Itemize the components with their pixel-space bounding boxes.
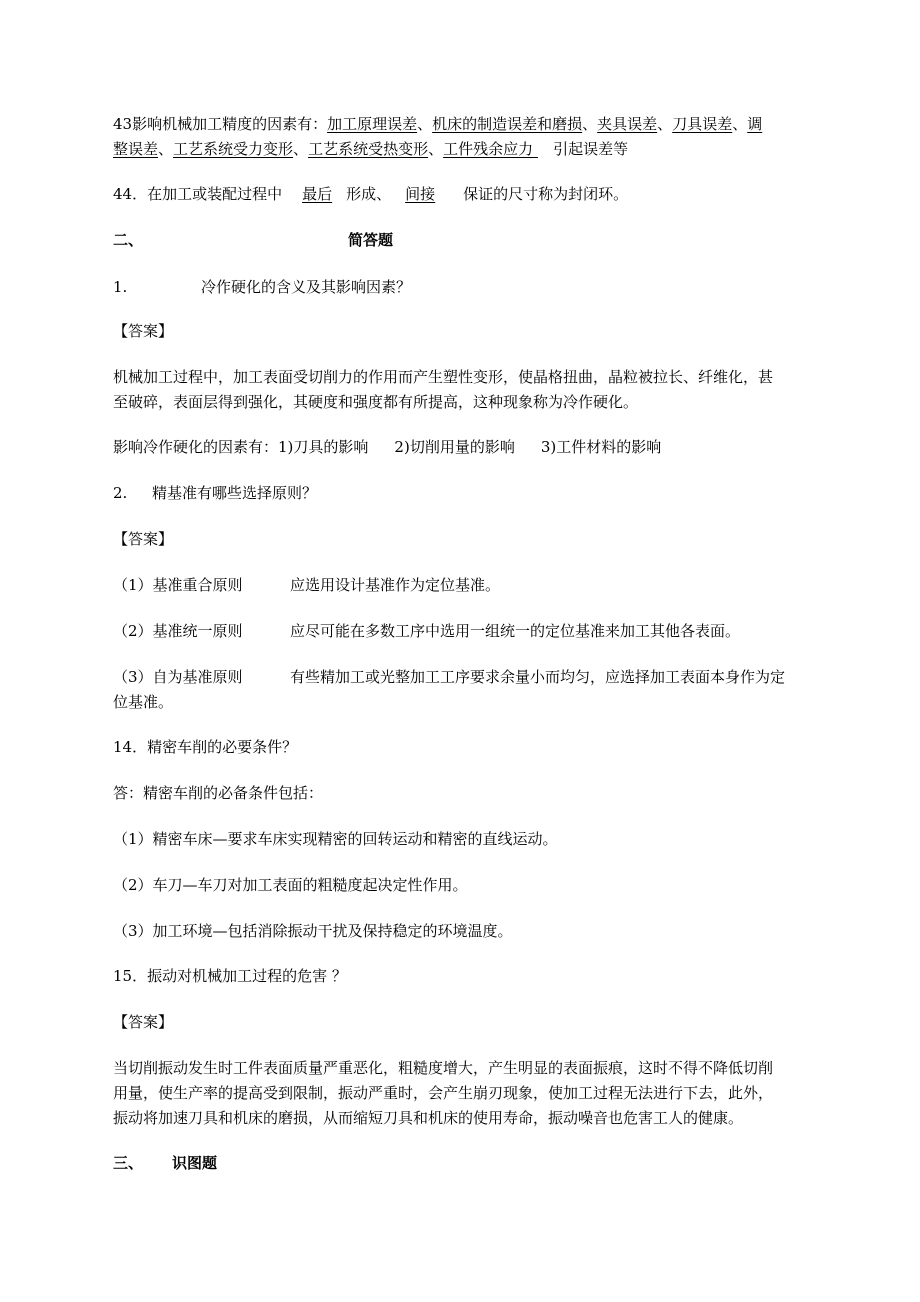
qa1-factor-3: 3)工件材料的影响 [540, 438, 662, 456]
qa14-answer-intro: 答：精密车削的必备条件包括： [113, 784, 324, 802]
q43-factor-1: 加工原理误差 [327, 115, 418, 133]
qa1-question: 冷作硬化的含义及其影响因素？ [201, 278, 412, 296]
qa14-question: 14．精密车削的必要条件？ [113, 738, 298, 756]
qa1-factors-prefix: 影响冷作硬化的因素有： [113, 438, 279, 456]
q43-factor-3: 夹具误差 [597, 115, 658, 133]
q43-prefix: 43影响机械加工精度的因素有： [113, 115, 328, 133]
qa1-answer-label: 【答案】 [113, 322, 174, 340]
qa2-number: 2. [113, 484, 128, 502]
qa1-answer-line-1: 机械加工过程中，加工表面受切削力的作用而产生塑性变形，使晶格扭曲，晶粒被拉长、纤维化，甚 [113, 368, 774, 386]
qa15-answer-line-2: 用量，使生产率的提高受到限制，振动严重时，会产生崩刃现象，使加工过程无法进行下去，此外， [113, 1084, 774, 1102]
qa2-item-1-label: （1）基准重合原则 [113, 576, 243, 594]
qa2-item-2-label: （2）基准统一原则 [113, 622, 243, 640]
qa2-item-3-label: （3）自为基准原则 [113, 668, 243, 686]
q44-line [113, 184, 628, 204]
section-2-title: 简答题 [348, 231, 394, 249]
q43-suffix: 引起误差等 [553, 140, 629, 158]
qa15-answer-label: 【答案】 [113, 1013, 174, 1031]
qa14-item-1: （1）精密车床—要求车床实现精密的回转运动和精密的直线运动。 [113, 830, 558, 848]
q44-mid: 形成、 [346, 185, 392, 203]
section-2-heading [113, 230, 143, 250]
q43-factor-8: 工件残余应力 [443, 140, 534, 158]
q43-factor-5-start: 调 [747, 115, 763, 133]
qa2-item-2-text: 应尽可能在多数工序中选用一组统一的定位基准来加工其他各表面。 [290, 622, 741, 640]
q43-factor-7: 工艺系统受热变形 [308, 140, 429, 158]
q44-blank-2: 间接 [405, 185, 436, 203]
qa15-answer-line-1: 当切削振动发生时工件表面质量严重恶化，粗糙度增大，产生明显的表面振痕，这时不得不降低切削 [113, 1059, 774, 1077]
q44-prefix: 44．在加工或装配过程中 [113, 185, 283, 203]
q43-line-2: 整误差、工艺系统受力变形、工艺系统受热变形、工件残余应力 引起误差等 [113, 140, 629, 158]
qa2-item-3-text: 有些精加工或光整加工工序要求余量小而均匀，应选择加工表面本身作为定 [290, 668, 786, 686]
section-3-number: 三、 [113, 1154, 144, 1172]
qa1-number: 1. [113, 278, 128, 296]
qa15-question: 15．振动对机械加工过程的危害 ？ [113, 967, 347, 985]
qa14-item-3: （3）加工环境—包括消除振动干扰及保持稳定的环境温度。 [113, 922, 513, 940]
q43-factor-2: 机床的制造误差和磨损 [432, 115, 583, 133]
qa15-answer-line-3: 振动将加速刀具和机床的磨损，从而缩短刀具和机床的使用寿命，振动噪音也危害工人的健康。 [113, 1109, 744, 1127]
qa1-factor-1: 1)刀具的影响 [278, 438, 369, 456]
qa1-factor-2: 2)切削用量的影响 [394, 438, 515, 456]
q44-blank-1: 最后 [302, 185, 333, 203]
qa2-question: 精基准有哪些选择原则？ [152, 484, 318, 502]
section-2-number: 二、 [113, 231, 144, 249]
qa1-factors [113, 437, 661, 457]
qa1-answer-line-2: 至破碎，表面层得到强化，其硬度和强度都有所提高，这种现象称为冷作硬化。 [113, 393, 639, 411]
q44-suffix: 保证的尺寸称为封闭环。 [463, 185, 629, 203]
qa14-item-2: （2）车刀—车刀对加工表面的粗糙度起决定性作用。 [113, 876, 468, 894]
q43-factor-6: 工艺系统受力变形 [173, 140, 294, 158]
q43-factor-4: 刀具误差 [672, 115, 733, 133]
q43-factor-5-end: 整误差 [113, 140, 159, 158]
section-3-title: 识图题 [172, 1154, 218, 1172]
qa2-answer-label: 【答案】 [113, 530, 174, 548]
q43-line-1: 43影响机械加工精度的因素有：加工原理误差、机床的制造误差和磨损、夹具误差、刀具误差、调 [113, 115, 763, 133]
qa2-item-3-cont: 位基准。 [113, 693, 174, 711]
qa2-item-1-text: 应选用设计基准作为定位基准。 [290, 576, 501, 594]
